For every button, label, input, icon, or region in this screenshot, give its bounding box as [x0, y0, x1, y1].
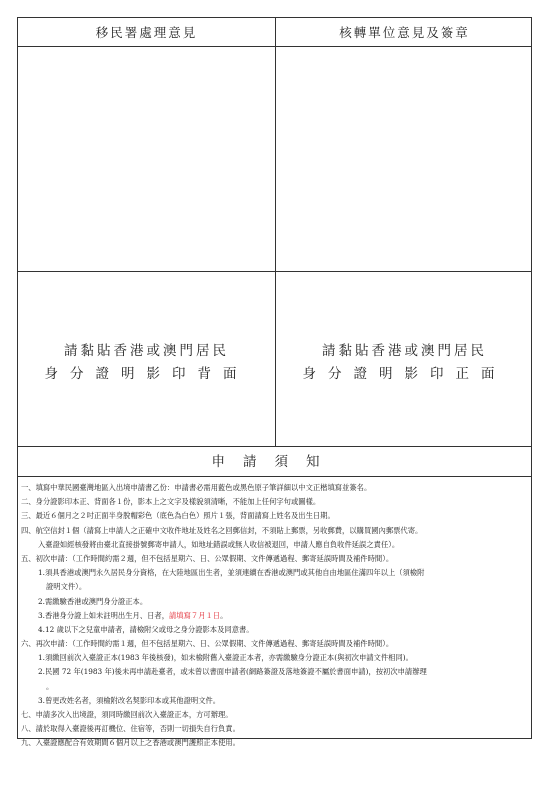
note-6-item-2-line1: 2.民國 72 年(1983 年)後未再申請赴臺者，或未曾以書面申請者(網路簽證及落地簽證不屬於書面申請)，按初次申請辦理 [38, 667, 427, 677]
note-4-line2: 入臺證如經核發將由臺北直接掛號郵寄申請人，如地址錯誤或無人收信被退回，申請人應自負收件延誤之責任）。 [38, 539, 400, 549]
note-8: 八、請於取得入臺證後再訂機位、住宿等，否則一切損失自行負責。 [21, 724, 240, 734]
birthdate-default-highlight: 請填寫７月１日 [169, 610, 221, 620]
note-6-item-2-line2: 。 [46, 681, 54, 691]
id-back-paste-area [18, 340, 275, 386]
paste-instruction-back-line1: 請黏貼香港或澳門居民 [64, 343, 229, 359]
note-5: 五、初次申請：（工作時間約需２週，但不包括星期六、日、公眾假期、文件傳遞過程、郵寄延誤時間及補件時間）。 [21, 553, 394, 563]
immigration-opinion-header: 移民署處理意見 [95, 25, 198, 40]
note-9: 九、入臺證應配合有效期間６個月以上之香港或澳門護照正本使用。 [21, 738, 240, 748]
application-notes [18, 481, 531, 751]
forwarding-unit-header: 核轉單位意見及簽章 [339, 25, 470, 40]
note-1: 一、填寫中華民國臺灣地區入出境申請書乙份：申請書必需用藍色或黑色原子筆詳細以中文正楷填寫並簽名。 [21, 483, 372, 492]
form-frame [17, 17, 532, 748]
paste-instruction-back-line2: 身分證明影印背面 [44, 366, 249, 382]
note-3: 三、最近６個月之２吋正面半身脫帽彩色（底色為白色）照片１張，背面請寫上姓名及出生日期。 [21, 511, 335, 521]
note-5-item-3-text: 3.香港身分證上如未註明出生月、日者， [38, 610, 170, 620]
note-6-item-3: 3.曾更改姓名者，須檢附改名契影印本或其他證明文件。 [38, 695, 221, 705]
row-divider [18, 271, 531, 272]
note-6-item-1: 1.須繳回前次入臺證正本(1983 年後核發)，如未檢附舊入臺證正本者，亦需繳驗身分證正本(與初次申請文件相同)。 [38, 653, 413, 663]
note-5-item-4: 4.12 歲以下之兒童申請者，請檢附父或母之身分證影本及同意書。 [38, 624, 254, 634]
immigration-opinion-box[interactable] [18, 47, 275, 271]
paste-instruction-front-line1: 請黏貼香港或澳門居民 [322, 343, 487, 359]
note-5-item-1-line2: 證明文件）。 [46, 582, 87, 592]
note-4-line1: 四、航空信封１個（請寫上申請人之正確中文收件地址及姓名之回郵信封，不須貼上郵票，另收郵費，以購買國內郵票代寄。 [21, 525, 423, 535]
note-5-item-1-line1: 1.須具香港或澳門永久居民身分資格，在大陸地區出生者，並須連續在香港或澳門或其他自由地區住滿四年以上（須檢附 [38, 568, 425, 578]
forwarding-unit-box[interactable] [276, 47, 533, 271]
note-7: 七、申請多次入出境證，須同時繳回前次入臺證正本，方可辦理。 [21, 710, 233, 719]
note-5-item-3-end: 。 [220, 610, 228, 620]
id-front-paste-area [276, 340, 533, 386]
note-6: 六、再次申請：（工作時間約需１週，但不包括星期六、日、公眾假期、文件傳遞過程、郵寄延誤時間及補件時間）。 [21, 639, 394, 649]
application-notice-title: 申請須知 [18, 447, 531, 477]
note-5-item-3 [18, 609, 531, 623]
note-2: 二、身分證影印本正、背面各１份，影本上之文字及樣貌須清晰，不能加上任何字句或圖樣。 [21, 497, 321, 507]
paste-instruction-front-line2: 身分證明影印正面 [302, 366, 507, 382]
note-5-item-2: 2.需繳驗香港或澳門身分證正本。 [38, 596, 148, 606]
